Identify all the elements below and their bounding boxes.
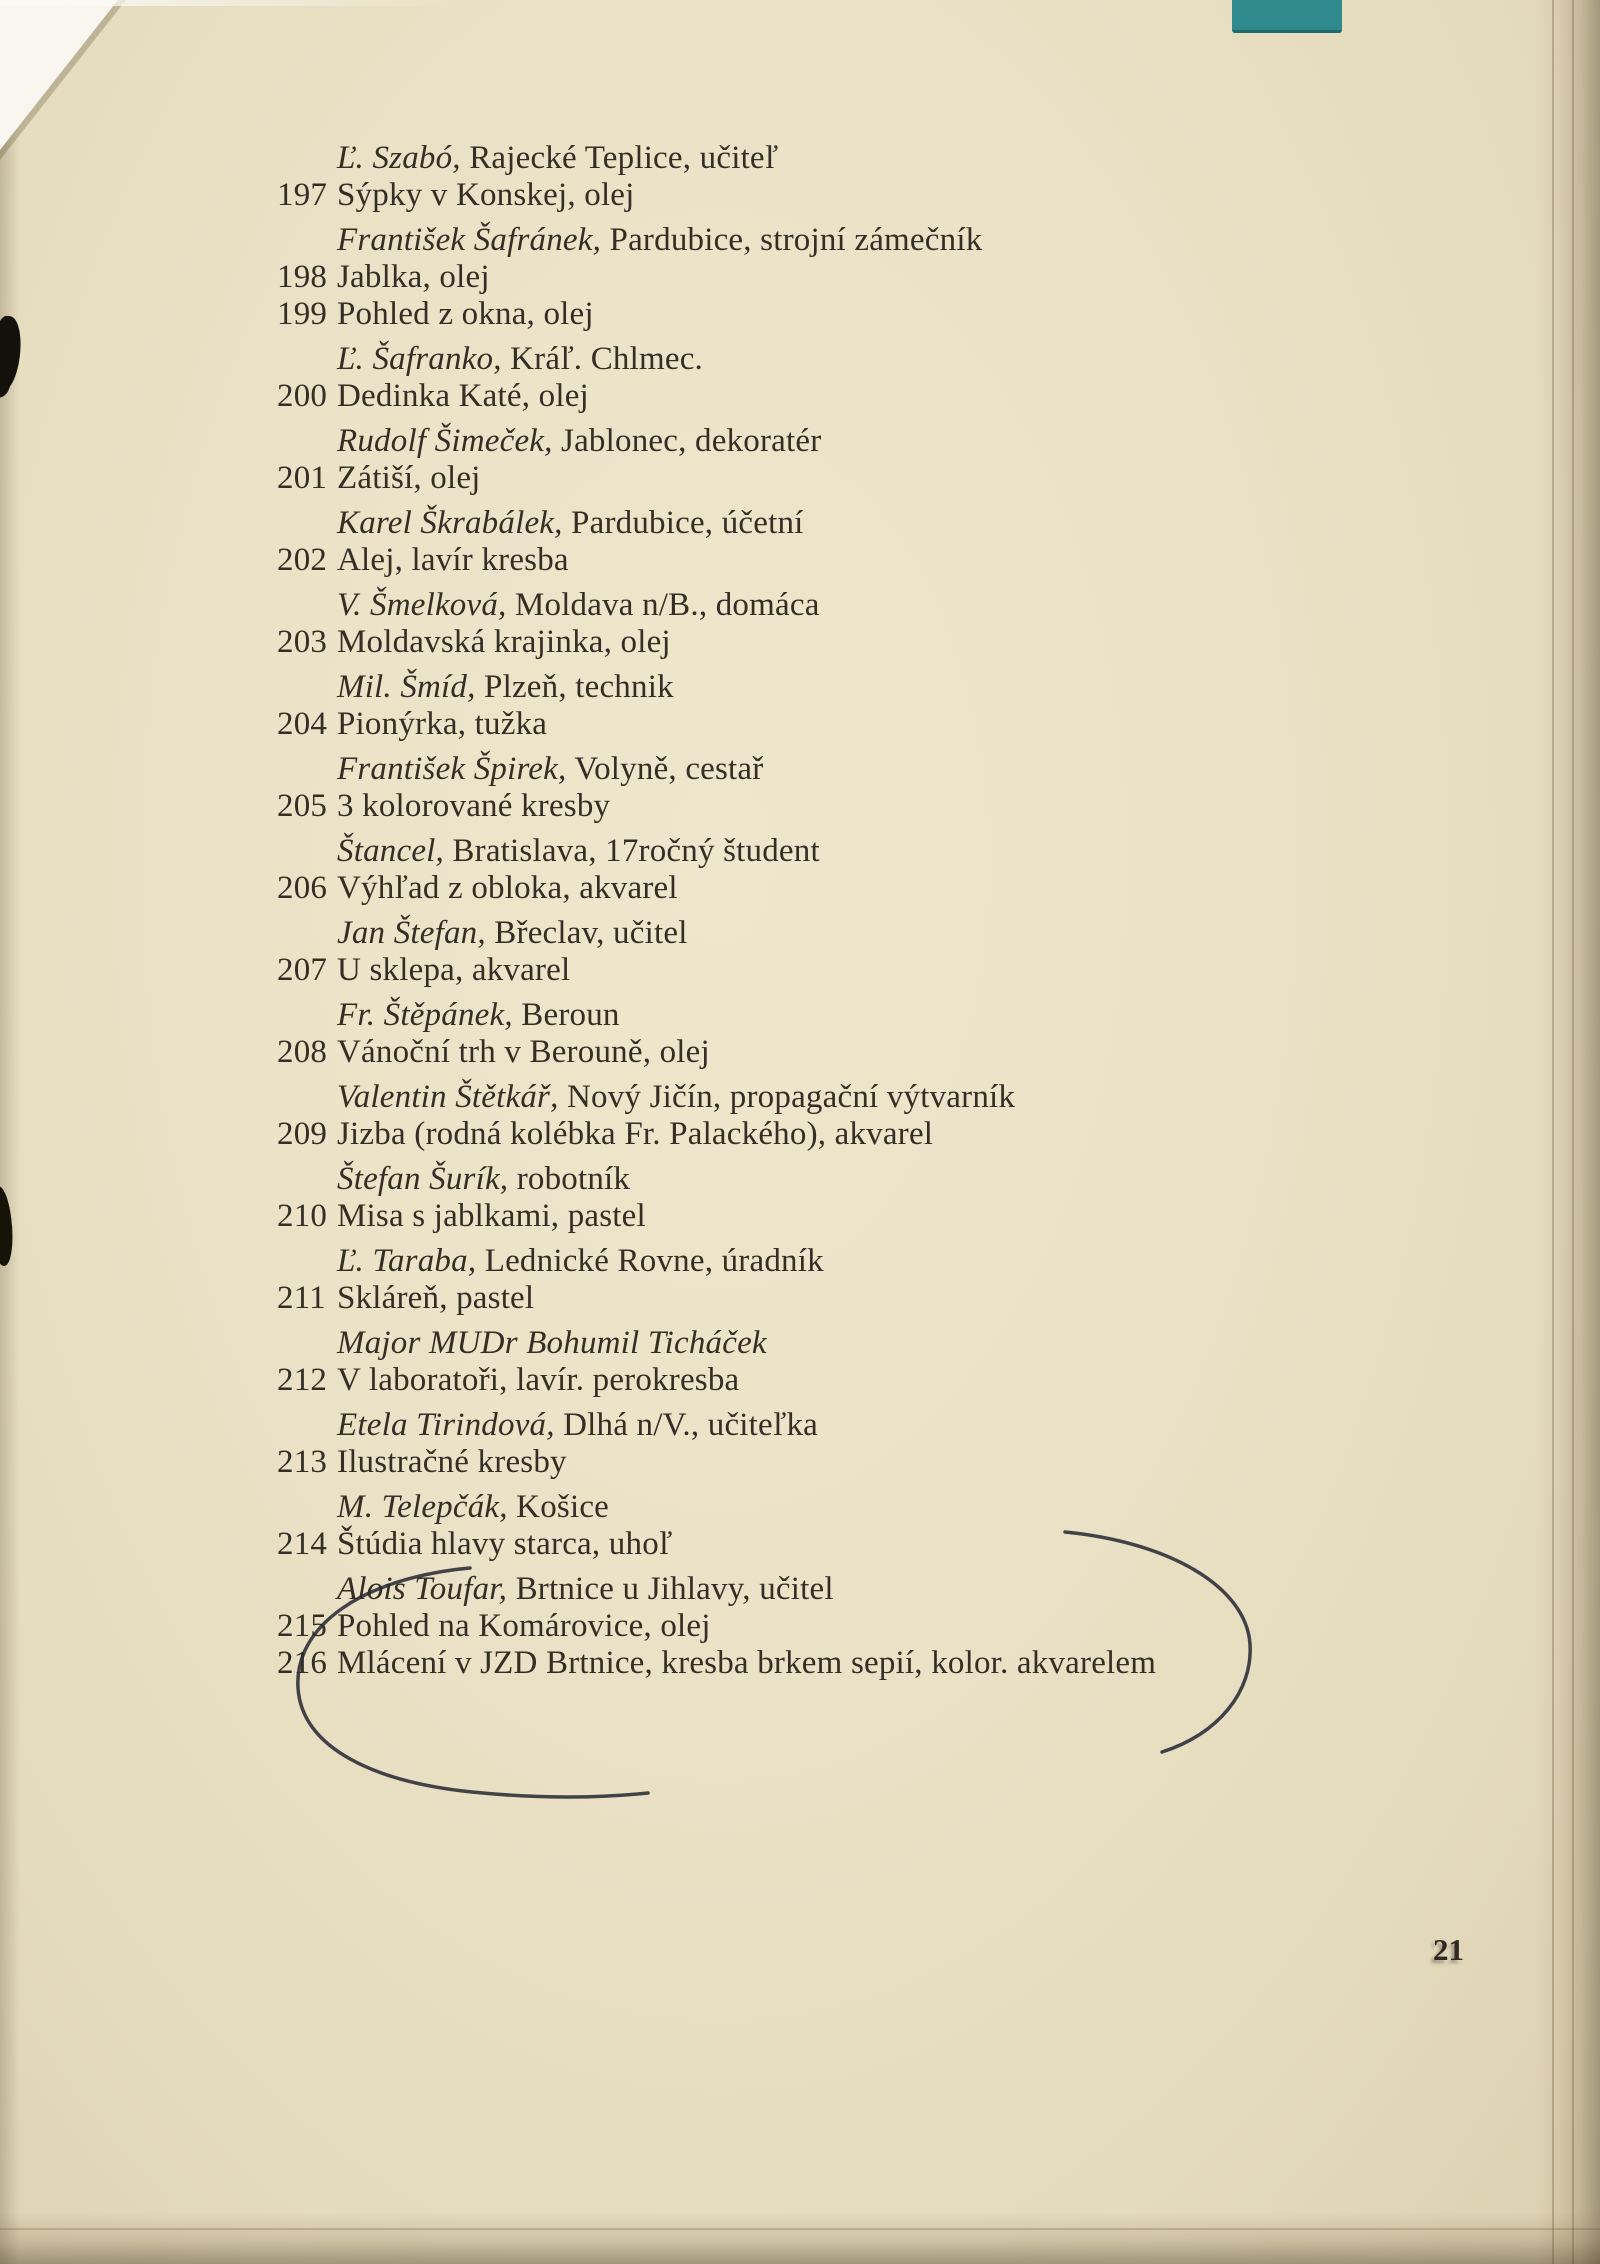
item-number: 202	[277, 542, 328, 578]
artist-name: František Šafránek,	[337, 222, 602, 258]
catalog-item	[277, 1645, 1437, 1682]
item-number: 211	[277, 1280, 326, 1316]
item-title: Skláreň, pastel	[337, 1280, 535, 1316]
artist-name: M. Telepčák,	[337, 1489, 508, 1525]
item-title: Moldavská krajinka, olej	[337, 624, 671, 660]
item-number: 206	[277, 870, 328, 906]
item-title: Vánoční trh v Berouně, olej	[337, 1034, 710, 1070]
catalog-item	[277, 1608, 1437, 1645]
artist-line	[277, 1161, 1437, 1198]
artist-info: Jablonec, dekoratér	[552, 423, 822, 459]
item-title: Dedinka Katé, olej	[337, 378, 589, 414]
artist-name: V. Šmelková,	[337, 587, 507, 623]
item-title: Mlácení v JZD Brtnice, kresba brkem sepií, kolor. akvarelem	[337, 1645, 1157, 1681]
artist-name: Štefan Šurík,	[337, 1161, 509, 1197]
catalog-entry	[277, 1161, 1437, 1235]
catalog-entry	[277, 1243, 1437, 1317]
artist-line	[277, 341, 1437, 378]
artist-line	[277, 587, 1437, 624]
artist-line	[277, 1407, 1437, 1444]
catalog-item	[277, 1362, 1437, 1399]
catalog-item	[277, 706, 1437, 743]
item-number: 209	[277, 1116, 328, 1152]
item-title: Výhľad z obloka, akvarel	[337, 870, 678, 906]
item-title: Jizba (rodná kolébka Fr. Palackého), akvarel	[337, 1116, 934, 1152]
catalog-entry	[277, 997, 1437, 1071]
item-title: Pohled na Komárovice, olej	[337, 1608, 711, 1644]
artist-name: Ľ. Šafranko,	[337, 341, 502, 377]
artist-line	[277, 1571, 1437, 1608]
artist-name: František Špirek,	[337, 751, 567, 787]
artist-line	[277, 997, 1437, 1034]
artist-line	[277, 751, 1437, 788]
artist-info: robotník	[508, 1161, 631, 1197]
catalog-entry	[277, 222, 1437, 333]
catalog-item	[277, 259, 1437, 296]
catalog-item	[277, 1116, 1437, 1153]
catalog-item	[277, 378, 1437, 415]
item-title: 3 kolorované kresby	[337, 788, 611, 824]
scan-top-sliver	[0, 0, 460, 6]
item-number: 213	[277, 1444, 328, 1480]
artist-line	[277, 140, 1437, 177]
artist-info: Brtnice u Jihlavy, učitel	[507, 1571, 834, 1607]
item-number: 200	[277, 378, 328, 414]
artist-info: Nový Jičín, propagační výtvarník	[558, 1079, 1016, 1115]
item-number: 197	[277, 177, 328, 213]
item-title: V laboratoři, lavír. perokresba	[337, 1362, 740, 1398]
artist-name: Alois Toufar,	[337, 1571, 508, 1607]
item-number: 216	[277, 1645, 328, 1681]
catalog-entry	[277, 833, 1437, 907]
artist-name: Štancel,	[337, 833, 444, 869]
artist-name: Fr. Štěpánek,	[337, 997, 513, 1033]
artist-name: Major MUDr Bohumil Ticháček	[337, 1325, 767, 1361]
catalog-item	[277, 624, 1437, 661]
catalog-entry	[277, 341, 1437, 415]
page-edge-line	[1552, 0, 1554, 2264]
item-number: 201	[277, 460, 328, 496]
artist-info: Pardubice, účetní	[562, 505, 804, 541]
artist-info: Bratislava, 17ročný študent	[443, 833, 820, 869]
catalog-entry	[277, 751, 1437, 825]
catalog-entry	[277, 1489, 1437, 1563]
catalog-entry	[277, 505, 1437, 579]
item-title: Alej, lavír kresba	[337, 542, 569, 578]
catalog-item	[277, 460, 1437, 497]
catalog-item	[277, 952, 1437, 989]
artist-line	[277, 915, 1437, 952]
item-title: Jablka, olej	[337, 259, 490, 295]
catalog-item	[277, 177, 1437, 214]
artist-info: Moldava n/B., domáca	[506, 587, 820, 623]
catalog-list	[277, 140, 1437, 1690]
item-number: 212	[277, 1362, 328, 1398]
item-title: U sklepa, akvarel	[337, 952, 571, 988]
page-edge-right	[1536, 0, 1600, 2264]
catalog-item	[277, 1280, 1437, 1317]
item-number: 207	[277, 952, 328, 988]
artist-line	[277, 1489, 1437, 1526]
artist-info: Břeclav, učitel	[485, 915, 688, 951]
page-edge-line	[1572, 0, 1574, 2264]
artist-info: Beroun	[512, 997, 620, 1033]
catalog-item	[277, 296, 1437, 333]
item-title: Sýpky v Konskej, olej	[337, 177, 635, 213]
catalog-entry	[277, 1079, 1437, 1153]
artist-line	[277, 833, 1437, 870]
item-title: Zátiší, olej	[337, 460, 481, 496]
artist-name: Ľ. Taraba,	[337, 1243, 477, 1279]
item-number: 199	[277, 296, 328, 332]
catalog-item	[277, 1198, 1437, 1235]
item-number: 203	[277, 624, 328, 660]
artist-info: Rajecké Teplice, učiteľ	[460, 140, 779, 176]
artist-line	[277, 505, 1437, 542]
artist-line	[277, 1079, 1437, 1116]
artist-info: Košice	[507, 1489, 610, 1525]
catalog-item	[277, 542, 1437, 579]
artist-name: Etela Tirindová,	[337, 1407, 555, 1443]
artist-info: Kráľ. Chlmec.	[501, 341, 703, 377]
artist-line	[277, 1243, 1437, 1280]
catalog-item	[277, 1034, 1437, 1071]
catalog-entry	[277, 1407, 1437, 1481]
catalog-entry	[277, 423, 1437, 497]
artist-line	[277, 222, 1437, 259]
catalog-item	[277, 870, 1437, 907]
artist-info: Pardubice, strojní zámečník	[601, 222, 983, 258]
artist-info: Lednické Rovne, úradník	[476, 1243, 824, 1279]
artist-line	[277, 423, 1437, 460]
artist-name: Rudolf Šimeček,	[337, 423, 553, 459]
artist-line	[277, 1325, 1437, 1362]
catalog-entry	[277, 1571, 1437, 1682]
item-number: 205	[277, 788, 328, 824]
item-title: Misa s jablkami, pastel	[337, 1198, 646, 1234]
catalog-entry	[277, 140, 1437, 214]
artist-info: Plzeň, technik	[475, 669, 674, 705]
catalog-entry	[277, 587, 1437, 661]
item-number: 198	[277, 259, 328, 295]
artist-name: Valentin Štětkář,	[337, 1079, 559, 1115]
catalog-entry	[277, 915, 1437, 989]
artist-name: Karel Škrabálek,	[337, 505, 563, 541]
artist-name: Jan Štefan,	[337, 915, 486, 951]
item-number: 204	[277, 706, 328, 742]
item-number: 214	[277, 1526, 328, 1562]
page-number: 21	[1433, 1932, 1464, 1967]
catalog-item	[277, 1444, 1437, 1481]
item-number: 215	[277, 1608, 328, 1644]
catalog-entry	[277, 1325, 1437, 1399]
catalog-item	[277, 1526, 1437, 1563]
item-title: Ilustračné kresby	[337, 1444, 567, 1480]
artist-info: Volyně, cestař	[566, 751, 764, 787]
ink-smudge	[0, 315, 25, 394]
item-title: Pohled z okna, olej	[337, 296, 594, 332]
item-title: Pionýrka, tužka	[337, 706, 548, 742]
item-title: Štúdia hlavy starca, uhoľ	[337, 1526, 673, 1562]
item-number: 210	[277, 1198, 328, 1234]
artist-name: Ľ. Szabó,	[337, 140, 461, 176]
teal-bookmark-edge	[1232, 0, 1342, 33]
item-number: 208	[277, 1034, 328, 1070]
page-edge-bottom	[0, 2212, 1600, 2264]
catalog-item	[277, 788, 1437, 825]
artist-line	[277, 669, 1437, 706]
artist-info: Dlhá n/V., učiteľka	[554, 1407, 819, 1443]
artist-name: Mil. Šmíd,	[337, 669, 476, 705]
catalog-entry	[277, 669, 1437, 743]
